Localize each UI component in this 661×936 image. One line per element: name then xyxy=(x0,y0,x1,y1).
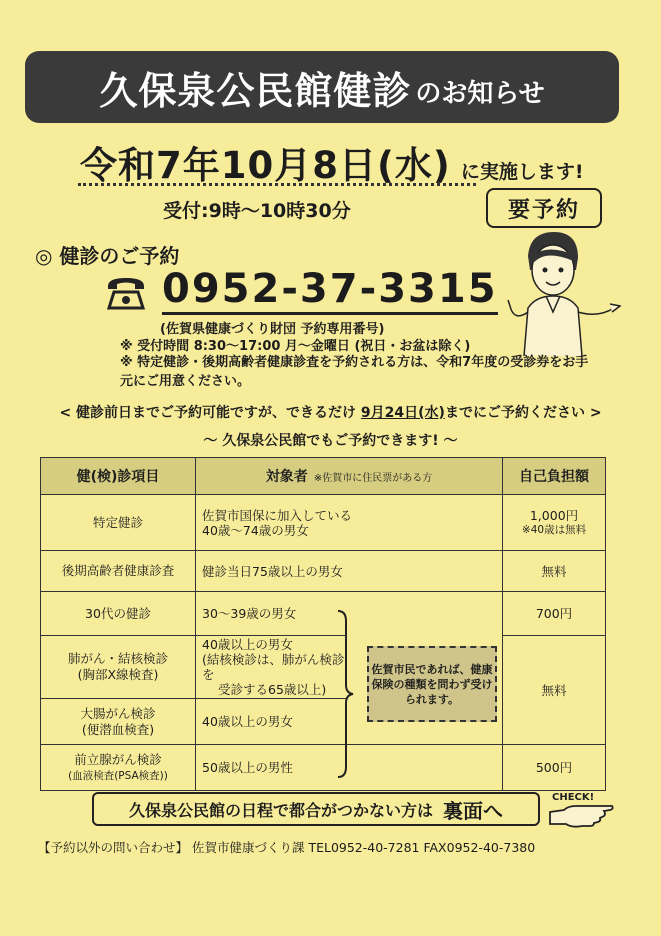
table-row xyxy=(41,636,606,699)
target-line: 30〜39歳の男女 xyxy=(202,606,297,621)
person-pointing-illustration xyxy=(506,226,621,356)
fee-value: 500円 xyxy=(535,760,573,775)
item-name: 30代の健診 xyxy=(85,605,151,621)
fee-value: 1,000円 xyxy=(529,507,579,523)
fee-value: 700円 xyxy=(535,606,573,621)
fee-cell xyxy=(503,495,606,551)
reservation-required-badge: 要予約 xyxy=(486,188,602,228)
fee-value: 無料 xyxy=(541,563,567,579)
checkup-table xyxy=(40,457,606,791)
target-cell xyxy=(196,592,346,636)
booking-organization: (佐賀県健康づくり財団 予約専用番号) xyxy=(160,322,385,337)
fee-cell xyxy=(503,592,606,636)
deadline-after: までにご予約ください > xyxy=(444,405,602,421)
item-name: 肺がん・結核検診 xyxy=(67,651,168,666)
fee-note: ※40歳は無料 xyxy=(521,523,587,536)
booking-ticket-note: ※ 特定健診・後期高齢者健康診査を予約される方は、令和7年度の受診券をお手元にご用意ください。 xyxy=(120,355,589,389)
item-name: 前立腺がん検診 xyxy=(74,751,162,767)
header-item: 健(検)診項目 xyxy=(41,458,196,495)
fee-cell xyxy=(503,745,606,791)
target-cell xyxy=(196,636,346,699)
inquiry-footer: 【予約以外の問い合わせ】 佐賀市健康づくり課 TEL0952-40-7281 FAX0952-40-7380 xyxy=(38,840,536,855)
phone-icon xyxy=(104,272,148,312)
target-line: 佐賀市国保に加入している xyxy=(202,507,353,523)
header-target xyxy=(196,458,503,495)
booking-title: ◎ 健診のご予約 xyxy=(35,244,180,268)
target-cell xyxy=(196,495,503,551)
check-label: CHECK! xyxy=(552,792,595,803)
title-banner xyxy=(25,51,619,123)
item-name: 特定健診 xyxy=(92,514,143,530)
empty-cell xyxy=(346,745,503,791)
item-sub: (血液検査(PSA検査)) xyxy=(68,769,168,782)
table-row xyxy=(41,592,606,636)
header-target-label: 対象者 xyxy=(265,469,308,485)
target-line: 受診する65歳以上) xyxy=(218,682,327,697)
table-header-row xyxy=(41,458,606,495)
booking-phone-number[interactable]: 0952-37-3315 xyxy=(162,268,498,315)
item-cell xyxy=(41,699,196,745)
also-here-notice: 〜 久保泉公民館でもご予約できます! 〜 xyxy=(203,433,458,449)
merged-fee-cell xyxy=(503,636,606,745)
banner-title: 久保泉公民館健診 xyxy=(99,68,412,113)
booking-hours-note: ※ 受付時間 8:30〜17:00 月〜金曜日 (祝日・お盆は除く) xyxy=(120,339,471,354)
see-back-strong: 裏面へ xyxy=(443,798,503,823)
item-cell xyxy=(41,495,196,551)
pointing-hand-icon xyxy=(546,790,616,830)
item-cell xyxy=(41,551,196,592)
item-cell xyxy=(41,592,196,636)
item-cell xyxy=(41,636,196,699)
fee-cell xyxy=(503,551,606,592)
target-line: 50歳以上の男性 xyxy=(202,760,293,775)
target-line: 40歳〜74歳の男女 xyxy=(202,522,309,538)
item-sub: (便潜血検査) xyxy=(81,721,155,737)
reception-time: 受付:9時〜10時30分 xyxy=(163,200,351,222)
all-citizens-note: 佐賀市民であれば、健康保険の種類を問わず受けられます。 xyxy=(367,646,497,722)
target-line: 健診当日75歳以上の男女 xyxy=(202,563,343,579)
event-date: 令和7年10月8日(水) xyxy=(80,144,451,187)
item-sub: (胸部X線検査) xyxy=(77,667,159,682)
dotted-divider xyxy=(78,183,476,186)
deadline-date: 9月24日(水) xyxy=(360,405,445,421)
item-name: 後期高齢者健康診査 xyxy=(61,563,175,578)
event-date-suffix: に実施します! xyxy=(460,161,584,183)
phone-row xyxy=(104,268,498,315)
target-line: 40歳以上の男女 xyxy=(202,714,293,729)
deadline-before: < 健診前日までご予約可能ですが、できるだけ xyxy=(59,405,361,421)
header-target-note: ※佐賀市に住民票がある方 xyxy=(313,473,433,484)
table-row xyxy=(41,495,606,551)
banner-subtitle: のお知らせ xyxy=(415,78,545,109)
table-row xyxy=(41,745,606,791)
see-back-text: 久保泉公民館の日程で都合がつかない方は xyxy=(128,800,433,820)
deadline-notice xyxy=(0,402,661,422)
item-name: 大腸がん検診 xyxy=(80,705,156,721)
brace-connector xyxy=(336,609,354,779)
item-cell xyxy=(41,745,196,791)
target-cell xyxy=(196,745,346,791)
fee-value: 無料 xyxy=(541,682,567,698)
header-fee: 自己負担額 xyxy=(503,458,606,495)
target-line: 40歳以上の男女 xyxy=(202,637,293,652)
event-date-line xyxy=(80,135,583,189)
see-back-notice xyxy=(92,792,540,826)
target-cell xyxy=(196,699,346,745)
target-line: (結核検診は、肺がん検診を xyxy=(202,652,345,682)
target-cell xyxy=(196,551,503,592)
table-row xyxy=(41,551,606,592)
